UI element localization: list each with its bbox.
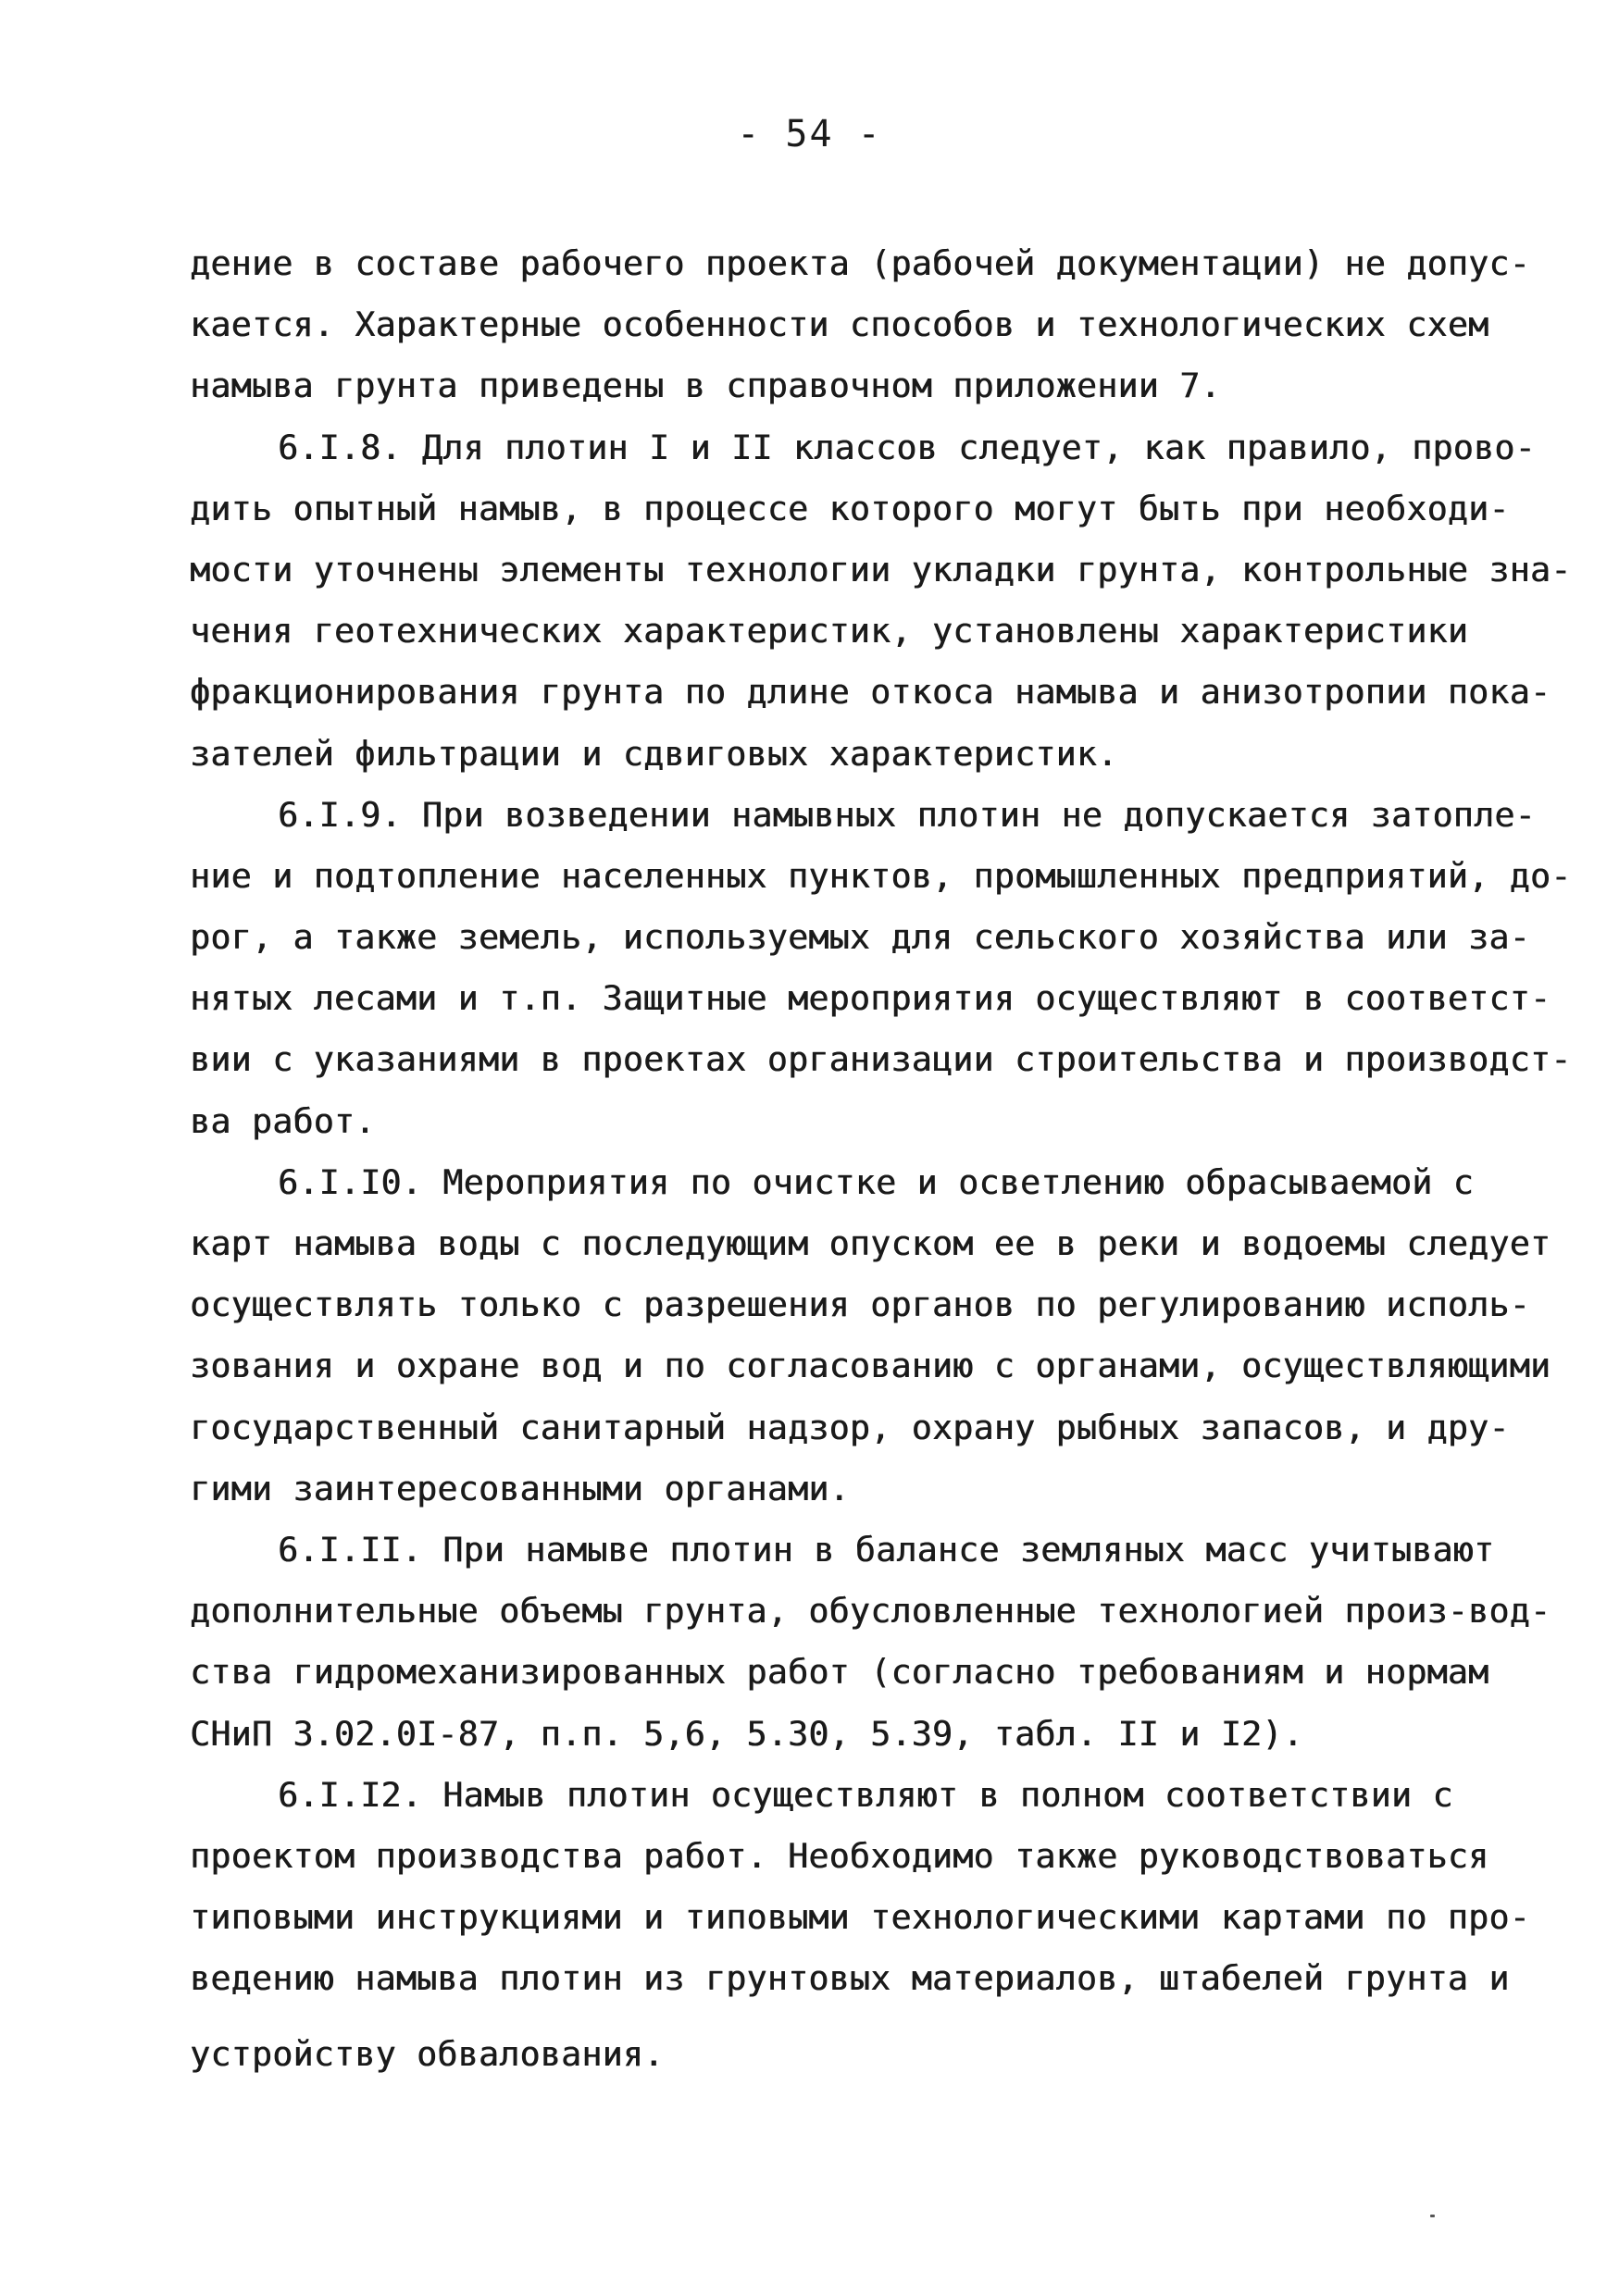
text-line: намыва грунта приведены в справочном приложении 7. <box>190 366 1221 406</box>
text-line: ние и подтопление населенных пунктов, промышленных предприятий, до- <box>190 855 1572 896</box>
text-line: СНиП 3.02.0I-87, п.п. 5,6, 5.30, 5.39, табл. II и I2). <box>190 1713 1303 1754</box>
text-line: государственный санитарный надзор, охрану рыбных запасов, и дру- <box>190 1407 1510 1447</box>
page-number: - 54 - <box>737 113 882 155</box>
text-line: кается. Характерные особенности способов и технологических схем <box>190 304 1489 345</box>
text-line: дить опытный намыв, в процессе которого могут быть при необходи- <box>190 488 1510 528</box>
text-line: фракционирования грунта по длине откоса намыва и анизотропии пока- <box>190 672 1551 713</box>
text-line: чения геотехнических характеристик, установлены характеристики <box>190 611 1469 652</box>
text-line: нятых лесами и т.п. Защитные мероприятия осуществляют в соответст- <box>190 978 1551 1019</box>
text-line: типовыми инструкциями и типовыми технологическими картами по про- <box>190 1897 1530 1938</box>
text-line: проектом производства работ. Необходимо также руководствоваться <box>190 1835 1489 1876</box>
text-line: 6.I.II. При намыве плотин в балансе земляных масс учитывают <box>278 1529 1495 1570</box>
text-line: ва работ. <box>190 1100 376 1141</box>
text-line: 6.I.I0. Мероприятия по очистке и осветлению обрасываемой с <box>278 1161 1474 1202</box>
text-line: осуществлять только с разрешения органов по регулированию исполь- <box>190 1285 1530 1325</box>
text-line: вии с указаниями в проектах организации строительства и производст- <box>190 1039 1572 1080</box>
text-line: зателей фильтрации и сдвиговых характеристик. <box>190 733 1118 774</box>
text-line: 6.I.8. Для плотин I и II классов следует, как правило, прово- <box>278 427 1536 467</box>
text-line: ства гидромеханизированных работ (согласно требованиям и нормам <box>190 1652 1489 1693</box>
text-line: мости уточнены элементы технологии укладки грунта, контрольные зна- <box>190 549 1572 590</box>
body-text <box>190 233 1572 2086</box>
text-line: устройству обвалования. <box>190 2034 665 2075</box>
text-line: дение в составе рабочего проекта (рабочей документации) не допус- <box>190 243 1530 283</box>
text-line: дополнительные объемы грунта, обусловленные технологией произ-вод- <box>190 1591 1551 1632</box>
text-line: гими заинтересованными органами. <box>190 1468 850 1508</box>
text-line: 6.I.I2. Намыв плотин осуществляют в полном соответствии с <box>278 1774 1453 1815</box>
text-line: зования и охране вод и по согласованию с органами, осуществляющими <box>190 1346 1551 1386</box>
text-line: карт намыва воды с последующим опуском ее в реки и водоемы следует <box>190 1223 1551 1263</box>
text-line: 6.I.9. При возведении намывных плотин не допускается затопле- <box>278 794 1536 835</box>
text-line: ведению намыва плотин из грунтовых материалов, штабелей грунта и <box>190 1958 1510 1999</box>
scan-artifact-dot <box>1430 2215 1435 2217</box>
text-line: рог, а также земель, используемых для сельского хозяйства или за- <box>190 917 1530 958</box>
